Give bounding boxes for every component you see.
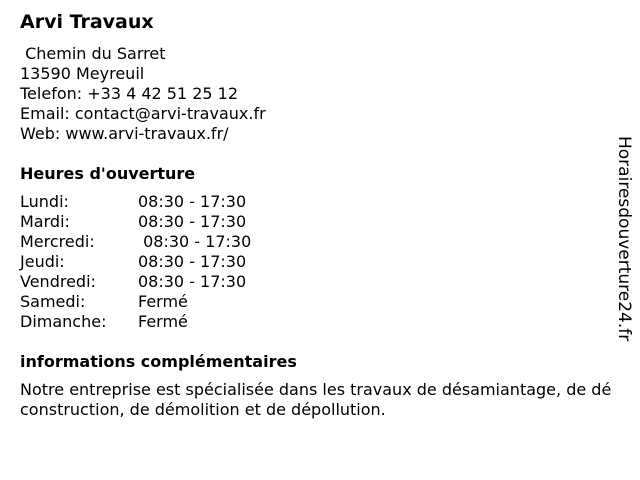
web-line: Web: www.arvi-travaux.fr/ (20, 124, 229, 143)
hours-row-vendredi (20, 272, 620, 292)
hours-time: Fermé (138, 292, 188, 311)
hours-day: Lundi: (20, 192, 69, 211)
hours-day: Samedi: (20, 292, 86, 311)
hours-row-samedi (20, 292, 620, 312)
info-text: Notre entreprise est spécialisée dans les travaux de désamiantage, de déconstruction, de démolition et de dépollution. (20, 380, 612, 419)
hours-time: 08:30 - 17:30 (138, 272, 247, 291)
address-city: 13590 Meyreuil (20, 64, 145, 83)
hours-row-jeudi (20, 252, 620, 272)
hours-day: Dimanche: (20, 312, 107, 331)
hours-time: 08:30 - 17:30 (138, 192, 247, 211)
hours-day: Mercredi: (20, 232, 95, 251)
hours-row-lundi (20, 192, 620, 212)
phone-line: Telefon: +33 4 42 51 25 12 (20, 84, 239, 103)
watermark-text: Horairesdouverture24.fr (614, 136, 634, 342)
info-title: informations complémentaires (20, 352, 297, 371)
hours-row-mercredi (20, 232, 620, 252)
hours-time: 08:30 - 17:30 (138, 252, 247, 271)
business-card (20, 10, 620, 420)
hours-day: Mardi: (20, 212, 70, 231)
hours-row-mardi (20, 212, 620, 232)
email-line: Email: contact@arvi-travaux.fr (20, 104, 266, 123)
hours-table (20, 192, 620, 332)
hours-day: Vendredi: (20, 272, 96, 291)
hours-day: Jeudi: (20, 252, 65, 271)
hours-time: 08:30 - 17:30 (138, 212, 247, 231)
hours-title: Heures d'ouverture (20, 164, 196, 183)
address-street: Chemin du Sarret (20, 44, 166, 63)
business-name: Arvi Travaux (20, 11, 154, 33)
hours-row-dimanche (20, 312, 620, 332)
hours-time: Fermé (138, 312, 188, 331)
hours-time: 08:30 - 17:30 (138, 232, 252, 251)
